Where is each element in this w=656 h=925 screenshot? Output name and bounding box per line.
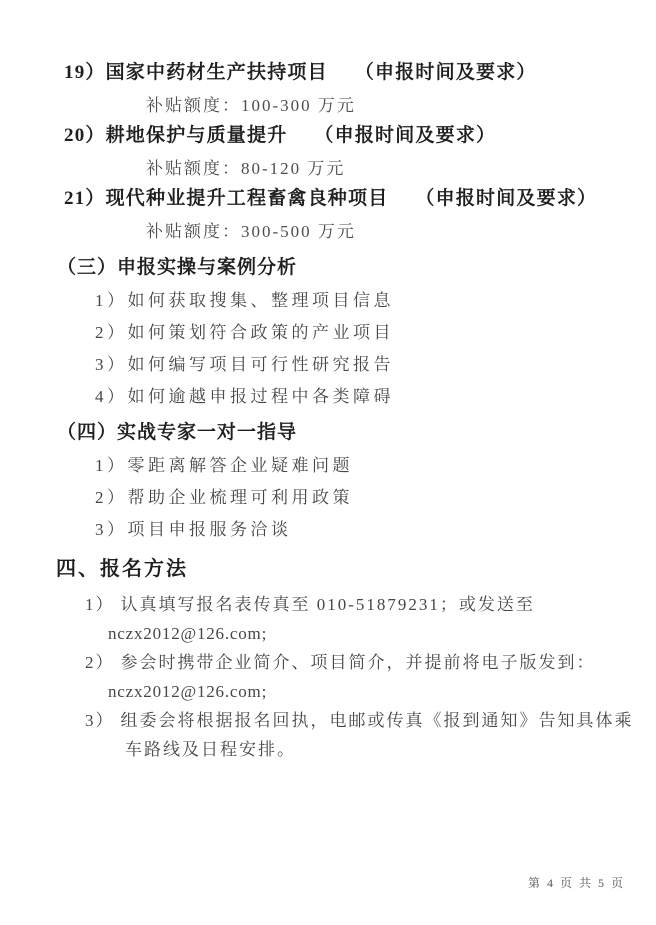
section-item: 1）零距离解答企业疑难问题 — [95, 456, 353, 475]
section-item: 1）如何获取搜集、整理项目信息 — [95, 291, 394, 310]
project-number: 21） — [64, 188, 106, 209]
signup-item-number: 1） — [85, 595, 115, 614]
project-name: 国家中药材生产扶持项目 — [105, 62, 328, 83]
project-number: 19） — [64, 62, 106, 83]
section-heading-3: （三）申报实操与案例分析 — [57, 257, 298, 278]
subsidy-line: 补贴额度：80-120 万元 — [146, 159, 346, 178]
project-note: （申报时间及要求） — [314, 125, 497, 146]
signup-item-3-continuation: 车路线及日程安排。 — [125, 740, 296, 759]
project-number: 20） — [64, 125, 106, 146]
section-heading-4: （四）实战专家一对一指导 — [57, 422, 298, 443]
section-item: 2）帮助企业梳理可利用政策 — [95, 488, 353, 507]
signup-heading: 四、报名方法 — [56, 558, 188, 580]
subsidy-line: 补贴额度：100-300 万元 — [146, 96, 356, 115]
section-item: 3）项目申报服务洽谈 — [95, 520, 292, 539]
signup-item-number: 3） — [85, 711, 115, 730]
project-name: 现代种业提升工程畜禽良种项目 — [105, 188, 389, 209]
signup-list — [0, 596, 656, 759]
signup-item-number: 2） — [85, 653, 115, 672]
signup-item-text: 组委会将根据报名回执，电邮或传真《报到通知》告知具体乘 — [120, 711, 634, 730]
signup-item-2-continuation: nczx2012@126.com; — [108, 682, 268, 701]
project-item-19 — [0, 62, 656, 83]
signup-item-text: 认真填写报名表传真至 010-51879231；或发送至 — [120, 595, 535, 614]
project-note: （申报时间及要求） — [354, 62, 537, 83]
project-item-20 — [0, 125, 656, 146]
signup-item-1 — [0, 596, 656, 614]
section-item: 4）如何逾越申报过程中各类障碍 — [95, 387, 394, 406]
page-number-footer: 第 4 页 共 5 页 — [527, 876, 625, 890]
project-note: （申报时间及要求） — [415, 188, 598, 209]
section-item: 3）如何编写项目可行性研究报告 — [95, 355, 394, 374]
project-item-21 — [0, 188, 656, 209]
signup-item-text: 参会时携带企业简介、项目简介，并提前将电子版发到： — [120, 653, 596, 672]
signup-item-2 — [0, 654, 656, 672]
signup-item-3 — [0, 712, 656, 730]
section-item: 2）如何策划符合政策的产业项目 — [95, 323, 394, 342]
subsidy-line: 补贴额度：300-500 万元 — [146, 222, 356, 241]
project-name: 耕地保护与质量提升 — [105, 125, 288, 146]
signup-item-1-continuation: nczx2012@126.com; — [108, 624, 268, 643]
